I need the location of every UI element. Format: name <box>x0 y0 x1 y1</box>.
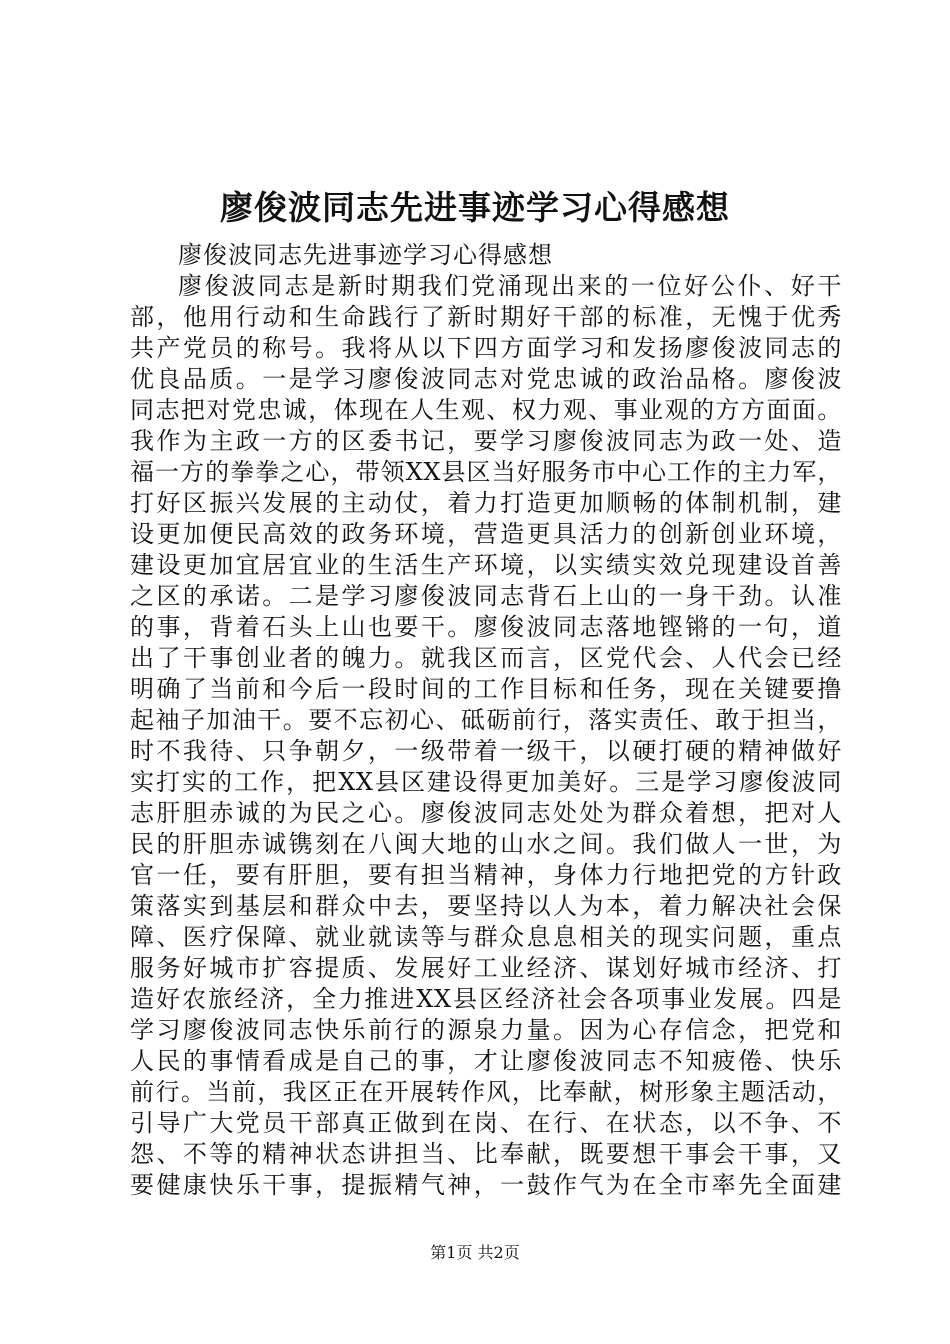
body-line: 怨、不等的精神状态讲担当、比奉献，既要想干事会干事，又 <box>130 1140 842 1168</box>
body-line: 同志把对党忠诚，体现在人生观、权力观、事业观的方方面面。 <box>130 396 842 424</box>
body-paragraph <box>130 271 842 1201</box>
page-footer: 第1页 共2页 <box>430 1243 520 1262</box>
body-line: 设更加便民高效的政务环境，营造更具活力的创新创业环境， <box>130 520 842 548</box>
body-line: 我作为主政一方的区委书记，要学习廖俊波同志为政一处、造 <box>130 427 842 455</box>
body-line: 共产党员的称号。我将从以下四方面学习和发扬廖俊波同志的 <box>130 334 842 362</box>
body-line: 引导广大党员干部真正做到在岗、在行、在状态，以不争、不 <box>130 1109 842 1137</box>
body-line: 之区的承诺。二是学习廖俊波同志背石上山的一身干劲。认准 <box>130 582 842 610</box>
body-line: 要健康快乐干事，提振精气神，一鼓作气为在全市率先全面建 <box>130 1171 842 1199</box>
body-line: 建设更加宜居宜业的生活生产环境，以实绩实效兑现建设首善 <box>130 551 842 579</box>
body-line: 官一任，要有肝胆，要有担当精神，身体力行地把党的方针政 <box>130 861 842 889</box>
body-line: 障、医疗保障、就业就读等与群众息息相关的现实问题，重点 <box>130 923 842 951</box>
body-line: 造好农旅经济，全力推进XX县区经济社会各项事业发展。四是 <box>130 985 842 1013</box>
body-line: 人民的事情看成是自己的事，才让廖俊波同志不知疲倦、快乐 <box>130 1047 842 1075</box>
body-line: 部，他用行动和生命践行了新时期好干部的标准，无愧于优秀 <box>130 303 842 331</box>
body-line: 时不我待、只争朝夕，一级带着一级干，以硬打硬的精神做好 <box>130 737 842 765</box>
body-line: 服务好城市扩容提质、发展好工业经济、谋划好城市经济、打 <box>130 954 842 982</box>
body-line: 明确了当前和今后一段时间的工作目标和任务，现在关键要撸 <box>130 675 842 703</box>
body-line: 策落实到基层和群众中去，要坚持以人为本，着力解决社会保 <box>130 892 842 920</box>
body-line: 打好区振兴发展的主动仗，着力打造更加顺畅的体制机制，建 <box>130 489 842 517</box>
body-line: 实打实的工作，把XX县区建设得更加美好。三是学习廖俊波同 <box>130 768 842 796</box>
body-line: 优良品质。一是学习廖俊波同志对党忠诚的政治品格。廖俊波 <box>130 365 842 393</box>
body-line: 志肝胆赤诚的为民之心。廖俊波同志处处为群众着想，把对人 <box>130 799 842 827</box>
body-line: 的事，背着石头上山也要干。廖俊波同志落地铿锵的一句，道 <box>130 613 842 641</box>
document-title: 廖俊波同志先进事迹学习心得感想 <box>220 188 730 227</box>
document-body <box>130 240 842 1201</box>
body-line: 起袖子加油干。要不忘初心、砥砺前行，落实责任、敢于担当， <box>130 706 842 734</box>
body-line: 出了干事创业者的魄力。就我区而言，区党代会、人代会已经 <box>130 644 842 672</box>
body-line: 前行。当前，我区正在开展转作风，比奉献，树形象主题活动， <box>130 1078 842 1106</box>
body-line: 廖俊波同志是新时期我们党涌现出来的一位好公仆、好干 <box>178 272 842 300</box>
body-line: 民的肝胆赤诚镌刻在八闽大地的山水之间。我们做人一世，为 <box>130 830 842 858</box>
body-line: 学习廖俊波同志快乐前行的源泉力量。因为心存信念，把党和 <box>130 1016 842 1044</box>
body-line: 福一方的拳拳之心，带领XX县区当好服务市中心工作的主力军， <box>130 458 842 486</box>
document-subtitle: 廖俊波同志先进事迹学习心得感想 <box>178 241 553 269</box>
